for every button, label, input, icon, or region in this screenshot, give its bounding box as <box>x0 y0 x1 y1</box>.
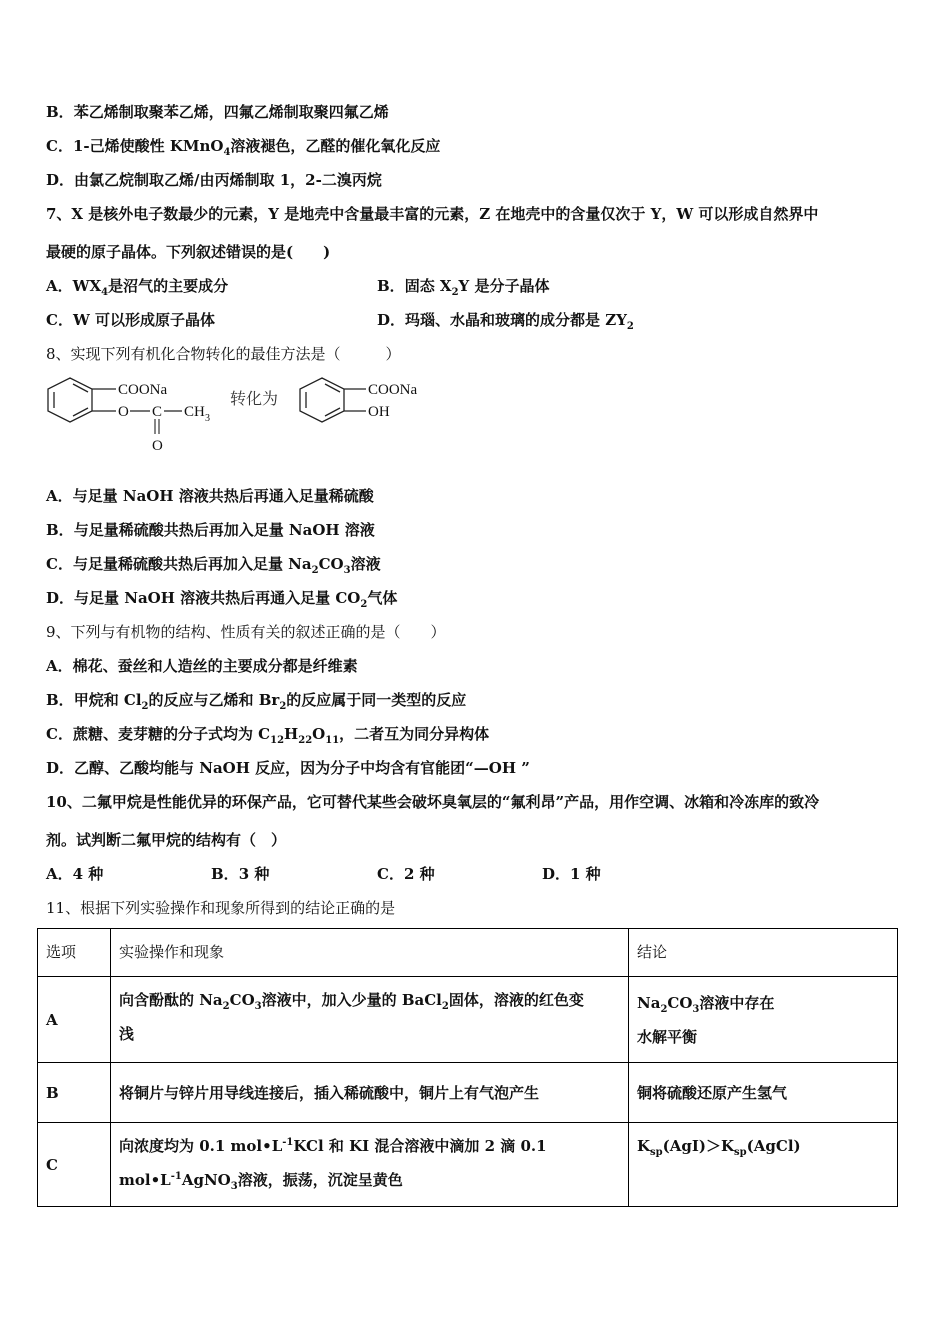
q8-option-a: A．与足量 NaOH 溶液共热后再通入足量稀硫酸 <box>46 487 374 505</box>
q10-option-d: D．1 种 <box>542 865 601 883</box>
q6-option-c: C．1-己烯使酸性 KMnO$_4$溶液褪色，乙醛的催化氧化反应 <box>46 137 441 158</box>
q11-experiment-table <box>37 928 898 1207</box>
left-dbl-o-label: O <box>152 438 163 454</box>
table-row-a <box>38 977 898 1063</box>
q7-stem-line1: 7、X 是核外电子数最少的元素，Y 是地壳中含量最丰富的元素，Z 在地壳中的含量仅次于 Y，W 可以形成自然界中 <box>46 205 819 223</box>
q8-option-d: D．与足量 NaOH 溶液共热后再通入足量 $CO_2$气体 <box>46 589 398 610</box>
transform-arrow-label: 转化为 <box>230 389 279 408</box>
row-b-conclusion: 铜将硫酸还原产生氢气 <box>629 1063 898 1123</box>
row-a-operation: 向含酚酞的 $Na_2CO_3$溶液中，加入少量的 BaCl$_2$固体，溶液的红色变 浅 <box>111 977 629 1063</box>
right-oh-label: OH <box>368 404 390 420</box>
q11-stem: 11、根据下列实验操作和现象所得到的结论正确的是 <box>46 899 396 917</box>
q6-option-b: B．苯乙烯制取聚苯乙烯，四氟乙烯制取聚四氟乙烯 <box>46 103 389 121</box>
q8-structure-diagram <box>40 372 460 456</box>
q10-stem-line2: 剂。试判断二氟甲烷的结构有（ ） <box>46 831 287 849</box>
q10-stem-line1: 10、二氟甲烷是性能优异的环保产品，它可替代某些会破坏臭氧层的“氟利昂”产品，用作空调、冰箱和冷冻库的致冷 <box>46 793 820 811</box>
table-header-row <box>38 929 898 977</box>
left-ch-subscript: 3 <box>205 413 210 424</box>
header-option: 选项 <box>38 929 111 977</box>
q7-option-c: C．W 可以形成原子晶体 <box>46 311 216 329</box>
row-b-option: B <box>38 1063 111 1123</box>
q8-option-c: C．与足量稀硫酸共热后再加入足量 $Na_2CO_3$溶液 <box>46 555 381 576</box>
q10-option-c: C．2 种 <box>377 865 435 883</box>
q7-stem-line2: 最硬的原子晶体。下列叙述错误的是( ) <box>46 243 331 261</box>
row-b-operation: 将铜片与锌片用导线连接后，插入稀硫酸中，铜片上有气泡产生 <box>111 1063 629 1123</box>
header-conclusion: 结论 <box>629 929 898 977</box>
left-benzene-ring <box>48 378 92 422</box>
q7-option-d: D．玛瑙、水晶和玻璃的成分都是 $ZY_2$ <box>377 311 634 332</box>
q8-option-b: B．与足量稀硫酸共热后再加入足量 NaOH 溶液 <box>46 521 375 539</box>
row-a-option: A <box>38 977 111 1063</box>
row-c-conclusion: $K_{sp}(AgI)>K_{sp}(AgCl)$ <box>629 1123 898 1207</box>
table-row-b <box>38 1063 898 1123</box>
q9-option-b: B．甲烷和 $Cl_2$的反应与乙烯和 $Br_2$的反应属于同一类型的反应 <box>46 691 467 712</box>
q10-option-a: A．4 种 <box>46 865 104 883</box>
left-coona-label: COONa <box>118 382 168 398</box>
row-c-operation: 向浓度均为 0.1 $mol•L^{-1}KCl$ 和 KI 混合溶液中滴加 2 滴 0.1 $mol•L^{-1}AgNO_3$溶液，振荡，沉淀呈黄色 <box>111 1123 629 1207</box>
q7-option-a: A．$WX_4$是沼气的主要成分 <box>46 277 229 298</box>
q9-option-c: C．蔗糖、麦芽糖的分子式均为 $C_{12}H_{22}O_{11}$，二者互为同分异构体 <box>46 725 490 746</box>
header-operation: 实验操作和现象 <box>111 929 629 977</box>
q6-option-d: D．由氯乙烷制取乙烯/由丙烯制取 1，2-二溴丙烷 <box>46 171 382 189</box>
q9-stem: 9、下列与有机物的结构、性质有关的叙述正确的是（ ） <box>46 623 446 641</box>
q10-option-b: B．3 种 <box>211 865 270 883</box>
right-coona-label: COONa <box>368 382 418 398</box>
row-c-option: C <box>38 1123 111 1207</box>
left-c-label: C <box>152 404 163 420</box>
q8-stem: 8、实现下列有机化合物转化的最佳方法是（ ） <box>46 345 401 363</box>
left-ch-label: CH <box>184 404 205 420</box>
left-o-label: O <box>118 404 129 420</box>
q9-option-d: D．乙醇、乙酸均能与 NaOH 反应，因为分子中均含有官能团“—OH ” <box>46 759 530 777</box>
q7-option-b: B．固态 $X_2Y$ 是分子晶体 <box>377 277 550 298</box>
row-a-conclusion: $Na_2CO_3$溶液中存在 水解平衡 <box>629 977 898 1063</box>
right-benzene-ring <box>300 378 344 422</box>
q9-option-a: A．棉花、蚕丝和人造丝的主要成分都是纤维素 <box>46 657 358 675</box>
table-row-c <box>38 1123 898 1207</box>
